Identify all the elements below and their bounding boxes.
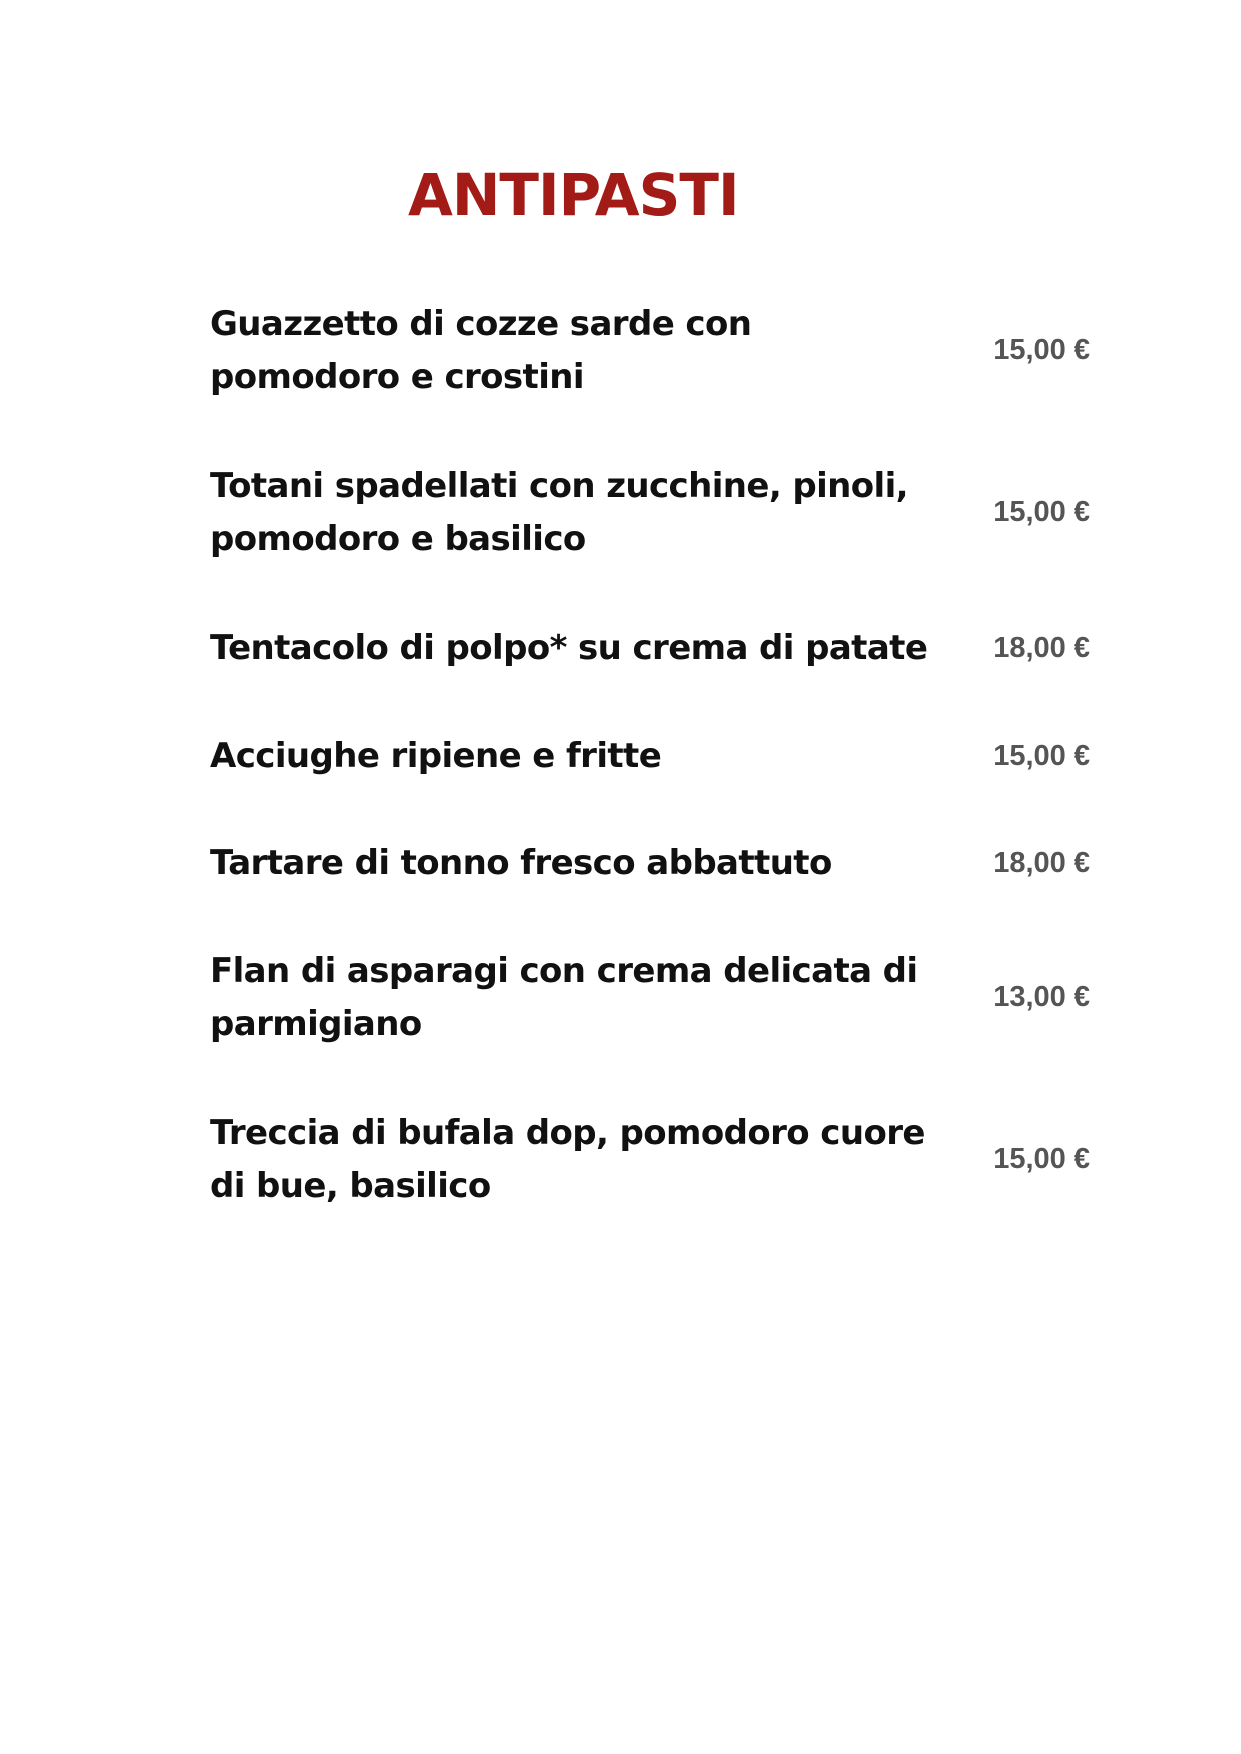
dish-price: 15,00 € bbox=[993, 740, 1090, 772]
dish-price: 18,00 € bbox=[993, 847, 1090, 879]
section-title: ANTIPASTI bbox=[408, 161, 739, 229]
dish-name: Tartare di tonno fresco abbattuto bbox=[210, 843, 832, 883]
dish-name: Flan di asparagi con crema delicata di parmigiano bbox=[210, 951, 918, 1044]
dish-price: 15,00 € bbox=[993, 496, 1090, 528]
dish-name: Totani spadellati con zucchine, pinoli, pomodoro e basilico bbox=[210, 466, 908, 559]
dish-price: 13,00 € bbox=[993, 981, 1090, 1013]
dish-price: 15,00 € bbox=[993, 1143, 1090, 1175]
dish-price: 15,00 € bbox=[993, 334, 1090, 366]
dish-name: Acciughe ripiene e fritte bbox=[210, 736, 662, 776]
dish-name: Guazzetto di cozze sarde con pomodoro e crostini bbox=[210, 304, 752, 397]
dish-name: Treccia di bufala dop, pomodoro cuore di bue, basilico bbox=[210, 1113, 925, 1206]
dish-price: 18,00 € bbox=[993, 632, 1090, 664]
dish-name: Tentacolo di polpo* su crema di patate bbox=[210, 628, 928, 668]
